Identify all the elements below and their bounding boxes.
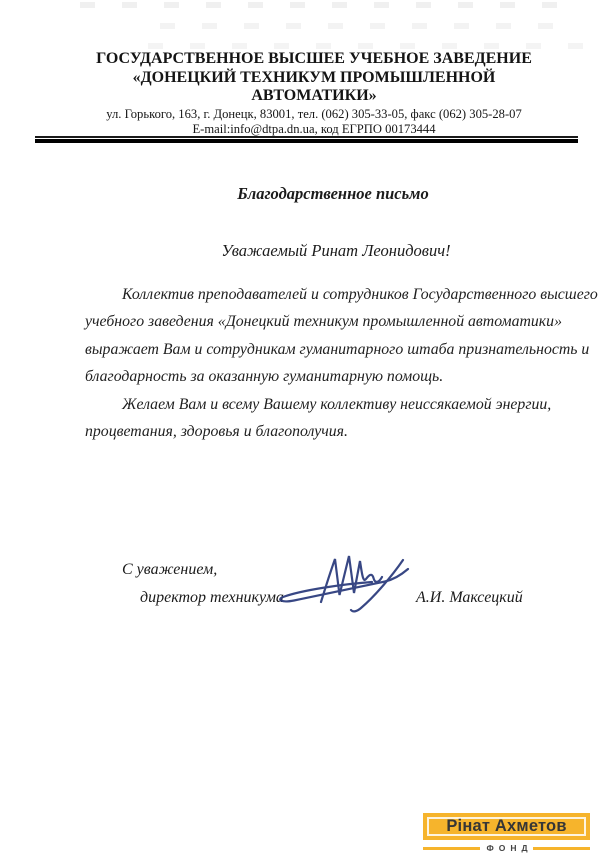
body-line: благодарность за оказанную гуманитарную помощь. (85, 368, 444, 386)
org-name-line3: АВТОМАТИКИ» (251, 87, 377, 104)
org-name-line1: ГОСУДАРСТВЕННОЕ ВЫСШЕЕ УЧЕБНОЕ ЗАВЕДЕНИЕ (96, 50, 532, 67)
logo-fond-row (423, 843, 590, 853)
logo-fond-label: ФОНД (486, 843, 533, 853)
salutation: Уважаемый Ринат Леонидович! (221, 241, 451, 260)
rinat-akhmetov-foundation-logo (423, 813, 590, 853)
scan-noise (80, 2, 572, 8)
scan-noise (148, 43, 592, 49)
letter-body (85, 281, 598, 445)
signer-title: директор техникума (140, 589, 284, 606)
logo-left-bar (423, 847, 480, 850)
letterhead-org-name (30, 50, 598, 106)
body-line: выражает Вам и сотрудникам гуманитарного штаба признательность и (85, 340, 590, 358)
body-line: Коллектив преподавателей и сотрудников Государственного высшего (122, 286, 598, 303)
closing-salutation: С уважением, (122, 561, 218, 578)
letterhead-divider-thick-line (35, 139, 578, 143)
org-name-line2: «ДОНЕЦКИЙ ТЕХНИКУМ ПРОМЫШЛЕННОЙ (132, 68, 496, 86)
letter-title: Благодарственное письмо (237, 184, 429, 203)
body-line: Желаем Вам и всему Вашему коллективу неиссякаемой энергии, (122, 395, 552, 413)
logo-name-text: Рінат Ахметов (446, 817, 567, 835)
signer-name: А.И. Максецкий (416, 589, 523, 606)
signature-scribble (272, 548, 417, 622)
org-email-line: E-mail:info@dtpa.dn.ua, код ЕГРПО 00173444 (192, 121, 436, 136)
letterhead-contact (30, 107, 598, 137)
letterhead-divider (35, 136, 578, 143)
logo-right-bar (533, 847, 590, 850)
org-address: ул. Горького, 163, г. Донецк, 83001, тел. (062) 305-33-05, факс (062) 305-28-07 (106, 107, 522, 121)
logo-name-plate (423, 813, 590, 840)
body-line: процветания, здоровья и благополучия. (85, 423, 348, 441)
scan-noise (160, 23, 580, 29)
body-line: учебного заведения «Донецкий техникум промышленной автоматики» (85, 313, 562, 331)
